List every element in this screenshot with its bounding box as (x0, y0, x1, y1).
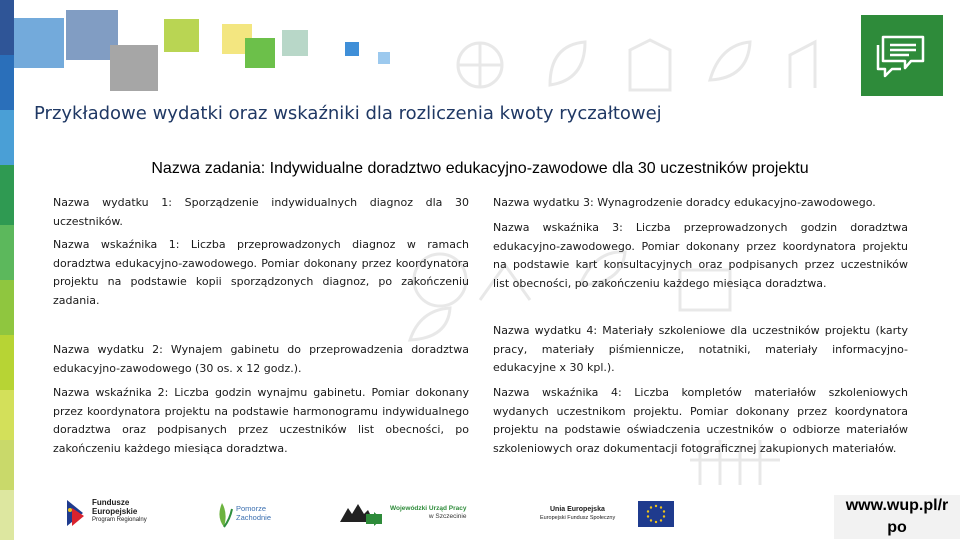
expense-4-text: Nazwa wydatku 4: Materiały szkoleniowe dla uczestników projektu (karty pracy, materiały piśmiennicze, notatniki, materiały informacyjno-edukacyjne x 30 kpl.). (493, 324, 908, 374)
logo-ue-line1: Unia Europejska (550, 506, 605, 513)
expense-2-text: Nazwa wydatku 2: Wynajem gabinetu do przeprowadzenia doradztwa edukacyjno-zawodowego (30 os. x 12 godz.). (53, 343, 469, 375)
background-icons (420, 30, 840, 100)
logo-fe-line3: Program Regionalny (92, 517, 147, 523)
logo-pomorze-line2: Zachodnie (236, 513, 272, 522)
indicator-1-text: Nazwa wskaźnika 1: Liczba przeprowadzonych diagnoz w ramach doradztwa edukacyjno-zawodowego. Pomiar dokonany przez koordynatora projektu na podstawie kopii sporządzonych diagnoz, po zakończeniu zadania. (53, 238, 469, 307)
website-url[interactable]: www.wup.pl/r po (834, 495, 960, 539)
logo-fundusze-europejskie (64, 494, 174, 534)
leaf-icon (214, 499, 234, 529)
slide-title: Przykładowe wydatki oraz wskaźniki dla rozliczenia kwoty ryczałtowej (34, 103, 662, 124)
indicator-4-text: Nazwa wskaźnika 4: Liczba kompletów materiałów szkoleniowych wydanych uczestnikom projektu. Pomiar dokonany przez koordynatora projektu na podstawie oświadczenia uczestników o odbiorze materiałów szkoleniowych oraz dokumentacji fotograficznej zakupionych materiałów. (493, 386, 908, 455)
logo-unia-europejska (540, 499, 680, 533)
chat-icon-box (861, 15, 943, 96)
eu-flag-icon (638, 501, 674, 527)
indicator-2-text: Nazwa wskaźnika 2: Liczba godzin wynajmu gabinetu. Pomiar dokonany przez koordynatora projektu na podstawie harmonogramu indywidualnego doradztwa oraz podpisanych przez uczestników list obecności, po zakończeniu każdego miesiąca doradztwa. (53, 386, 469, 455)
logo-wup-line1: Wojewódzki Urząd Pracy (390, 505, 467, 512)
expense-1-text: Nazwa wydatku 1: Sporządzenie indywidualnych diagnoz dla 30 uczestników. (53, 196, 469, 228)
logo-pomorze-line1: Pomorze (236, 504, 267, 513)
logo-pomorze-zachodnie (214, 499, 294, 531)
expense-3-text: Nazwa wydatku 3: Wynagrodzenie doradcy edukacyjno-zawodowego. (493, 196, 876, 209)
logo-fe-line1: Fundusze (92, 498, 130, 507)
indicator-3-text: Nazwa wskaźnika 3: Liczba przeprowadzonych godzin doradztwa edukacyjno-zawodowego. Pomiar dokonany przez koordynatora projektu na podstawie kart konsultacyjnych oraz podpisanych przez uczestników list obecności, po zakończeniu każdego miesiąca doradztwa. (493, 221, 908, 290)
fe-star-icon (64, 496, 88, 530)
chat-bubbles-icon (861, 15, 943, 96)
logo-ue-line2: Europejski Fundusz Społeczny (540, 515, 616, 521)
logo-wup-line2: w Szczecinie (428, 513, 467, 520)
task-name-heading: Nazwa zadania: Indywidualne doradztwo edukacyjno-zawodowe dla 30 uczestników projektu (151, 160, 809, 177)
wup-emblem-icon (338, 500, 384, 528)
logo-wup-szczecin (338, 500, 488, 530)
logo-fe-line2: Europejskie (92, 507, 138, 516)
